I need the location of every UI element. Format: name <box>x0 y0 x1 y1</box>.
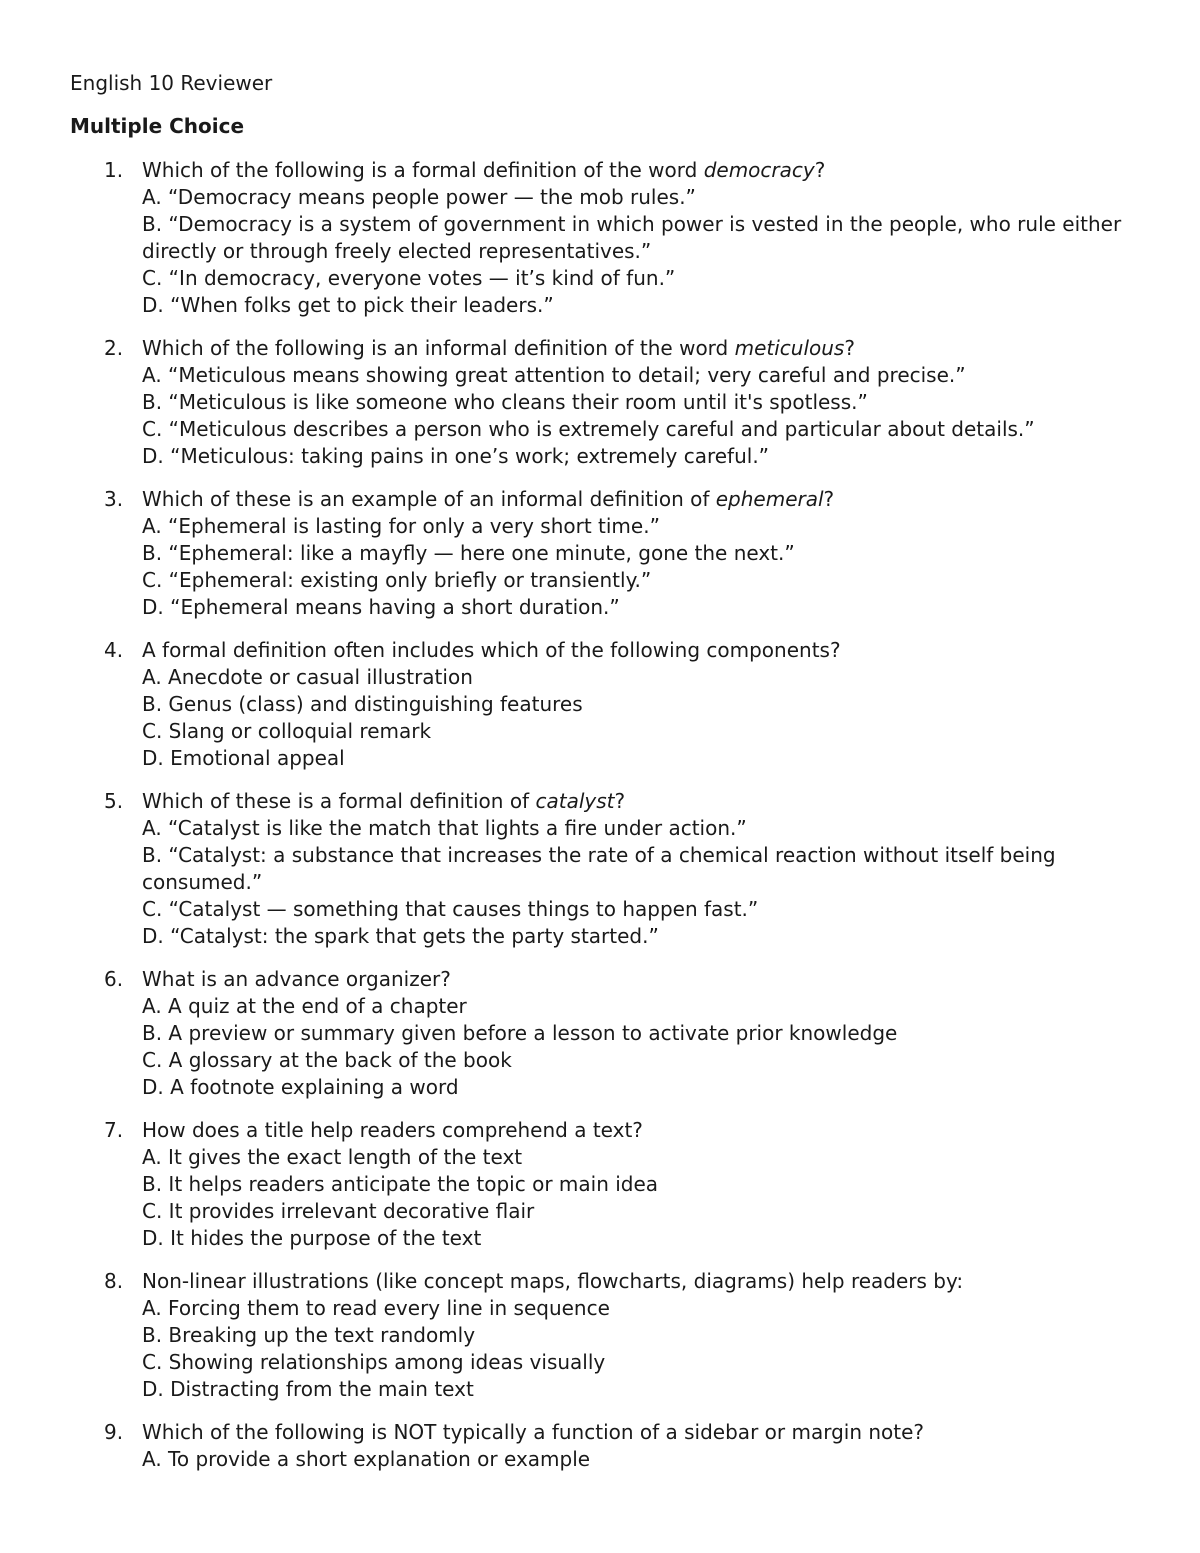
answer-option: B. “Democracy is a system of government in which power is vested in the people, who rule either directly or through freely elected representatives.” <box>142 212 1122 263</box>
question-term: ephemeral <box>715 487 824 511</box>
question-number: 7. <box>104 1118 124 1142</box>
answer-option: C. “Ephemeral: existing only briefly or transiently.” <box>142 568 652 592</box>
answer-option: A. “Catalyst is like the match that lights a fire under action.” <box>142 816 747 840</box>
question-text <box>142 486 1140 513</box>
question-stem: What is an advance organizer? <box>142 967 451 991</box>
section-heading: Multiple Choice <box>70 114 245 138</box>
question-text <box>142 788 1140 815</box>
answer-option: B. “Ephemeral: like a mayfly — here one minute, gone the next.” <box>142 541 795 565</box>
question-stem: A formal definition often includes which of the following components? <box>142 638 841 662</box>
question-text <box>142 637 1140 664</box>
answer-option: D. A footnote explaining a word <box>142 1075 459 1099</box>
question-list <box>70 157 1140 1473</box>
question-text <box>142 1268 1140 1295</box>
answer-option: C. “Catalyst — something that causes things to happen fast.” <box>142 897 759 921</box>
answer-option: D. It hides the purpose of the text <box>142 1226 482 1250</box>
question-number: 1. <box>104 158 124 182</box>
question-text <box>142 1419 1140 1446</box>
document-title: English 10 Reviewer <box>70 71 273 95</box>
question-number: 2. <box>104 336 124 360</box>
question-text <box>142 335 1140 362</box>
question-number: 8. <box>104 1269 124 1293</box>
question-stem: Which of these is an example of an informal definition of <box>142 487 716 511</box>
question-number: 5. <box>104 789 124 813</box>
answer-option: B. “Meticulous is like someone who cleans their room until it's spotless.” <box>142 390 868 414</box>
question-item <box>70 486 1140 621</box>
answer-option: A. Anecdote or casual illustration <box>142 665 473 689</box>
answer-option: D. Distracting from the main text <box>142 1377 474 1401</box>
question-stem: Which of the following is an informal definition of the word <box>142 336 735 360</box>
question-stem-end: ? <box>814 158 826 182</box>
answer-option: D. “Catalyst: the spark that gets the party started.” <box>142 924 659 948</box>
question-item <box>70 157 1140 319</box>
answer-option: A. “Ephemeral is lasting for only a very short time.” <box>142 514 660 538</box>
document-page <box>70 70 1140 1489</box>
question-stem-end: ? <box>614 789 626 813</box>
answer-option: C. Slang or colloquial remark <box>142 719 432 743</box>
question-stem: Which of the following is a formal definition of the word <box>142 158 704 182</box>
question-item <box>70 1268 1140 1403</box>
answer-option: A. A quiz at the end of a chapter <box>142 994 467 1018</box>
question-term: meticulous <box>734 336 845 360</box>
question-item <box>70 788 1140 950</box>
answer-option: B. Breaking up the text randomly <box>142 1323 476 1347</box>
question-number: 4. <box>104 638 124 662</box>
answer-option: B. It helps readers anticipate the topic or main idea <box>142 1172 659 1196</box>
answer-option: B. Genus (class) and distinguishing features <box>142 692 583 716</box>
question-text <box>142 157 1140 184</box>
answer-option: D. “When folks get to pick their leaders.” <box>142 293 554 317</box>
question-stem: Which of the following is NOT typically a function of a sidebar or margin note? <box>142 1420 925 1444</box>
answer-option: A. “Meticulous means showing great attention to detail; very careful and precise.” <box>142 363 966 387</box>
question-item <box>70 966 1140 1101</box>
answer-option: C. “In democracy, everyone votes — it’s kind of fun.” <box>142 266 676 290</box>
question-stem: How does a title help readers comprehend a text? <box>142 1118 643 1142</box>
question-stem-end: ? <box>823 487 835 511</box>
answer-option: D. Emotional appeal <box>142 746 345 770</box>
answer-option: A. “Democracy means people power — the mob rules.” <box>142 185 696 209</box>
question-item <box>70 637 1140 772</box>
question-text <box>142 966 1140 993</box>
question-number: 6. <box>104 967 124 991</box>
answer-option: D. “Meticulous: taking pains in one’s work; extremely careful.” <box>142 444 770 468</box>
question-stem: Non-linear illustrations (like concept maps, flowcharts, diagrams) help readers by: <box>142 1269 964 1293</box>
question-number: 3. <box>104 487 124 511</box>
question-stem: Which of these is a formal definition of <box>142 789 536 813</box>
question-item <box>70 1419 1140 1473</box>
answer-option: B. “Catalyst: a substance that increases the rate of a chemical reaction without itself being consumed.” <box>142 843 1056 894</box>
answer-option: A. To provide a short explanation or example <box>142 1447 591 1471</box>
answer-option: A. Forcing them to read every line in sequence <box>142 1296 610 1320</box>
answer-option: A. It gives the exact length of the text <box>142 1145 523 1169</box>
question-number: 9. <box>104 1420 124 1444</box>
question-text <box>142 1117 1140 1144</box>
answer-option: C. Showing relationships among ideas visually <box>142 1350 606 1374</box>
question-term: catalyst <box>535 789 615 813</box>
question-item <box>70 1117 1140 1252</box>
question-stem-end: ? <box>844 336 855 360</box>
answer-option: D. “Ephemeral means having a short duration.” <box>142 595 620 619</box>
question-term: democracy <box>703 158 815 182</box>
answer-option: C. It provides irrelevant decorative flair <box>142 1199 535 1223</box>
answer-option: C. A glossary at the back of the book <box>142 1048 512 1072</box>
answer-option: C. “Meticulous describes a person who is extremely careful and particular about details.” <box>142 417 1035 441</box>
answer-option: B. A preview or summary given before a lesson to activate prior knowledge <box>142 1021 898 1045</box>
question-item <box>70 335 1140 470</box>
